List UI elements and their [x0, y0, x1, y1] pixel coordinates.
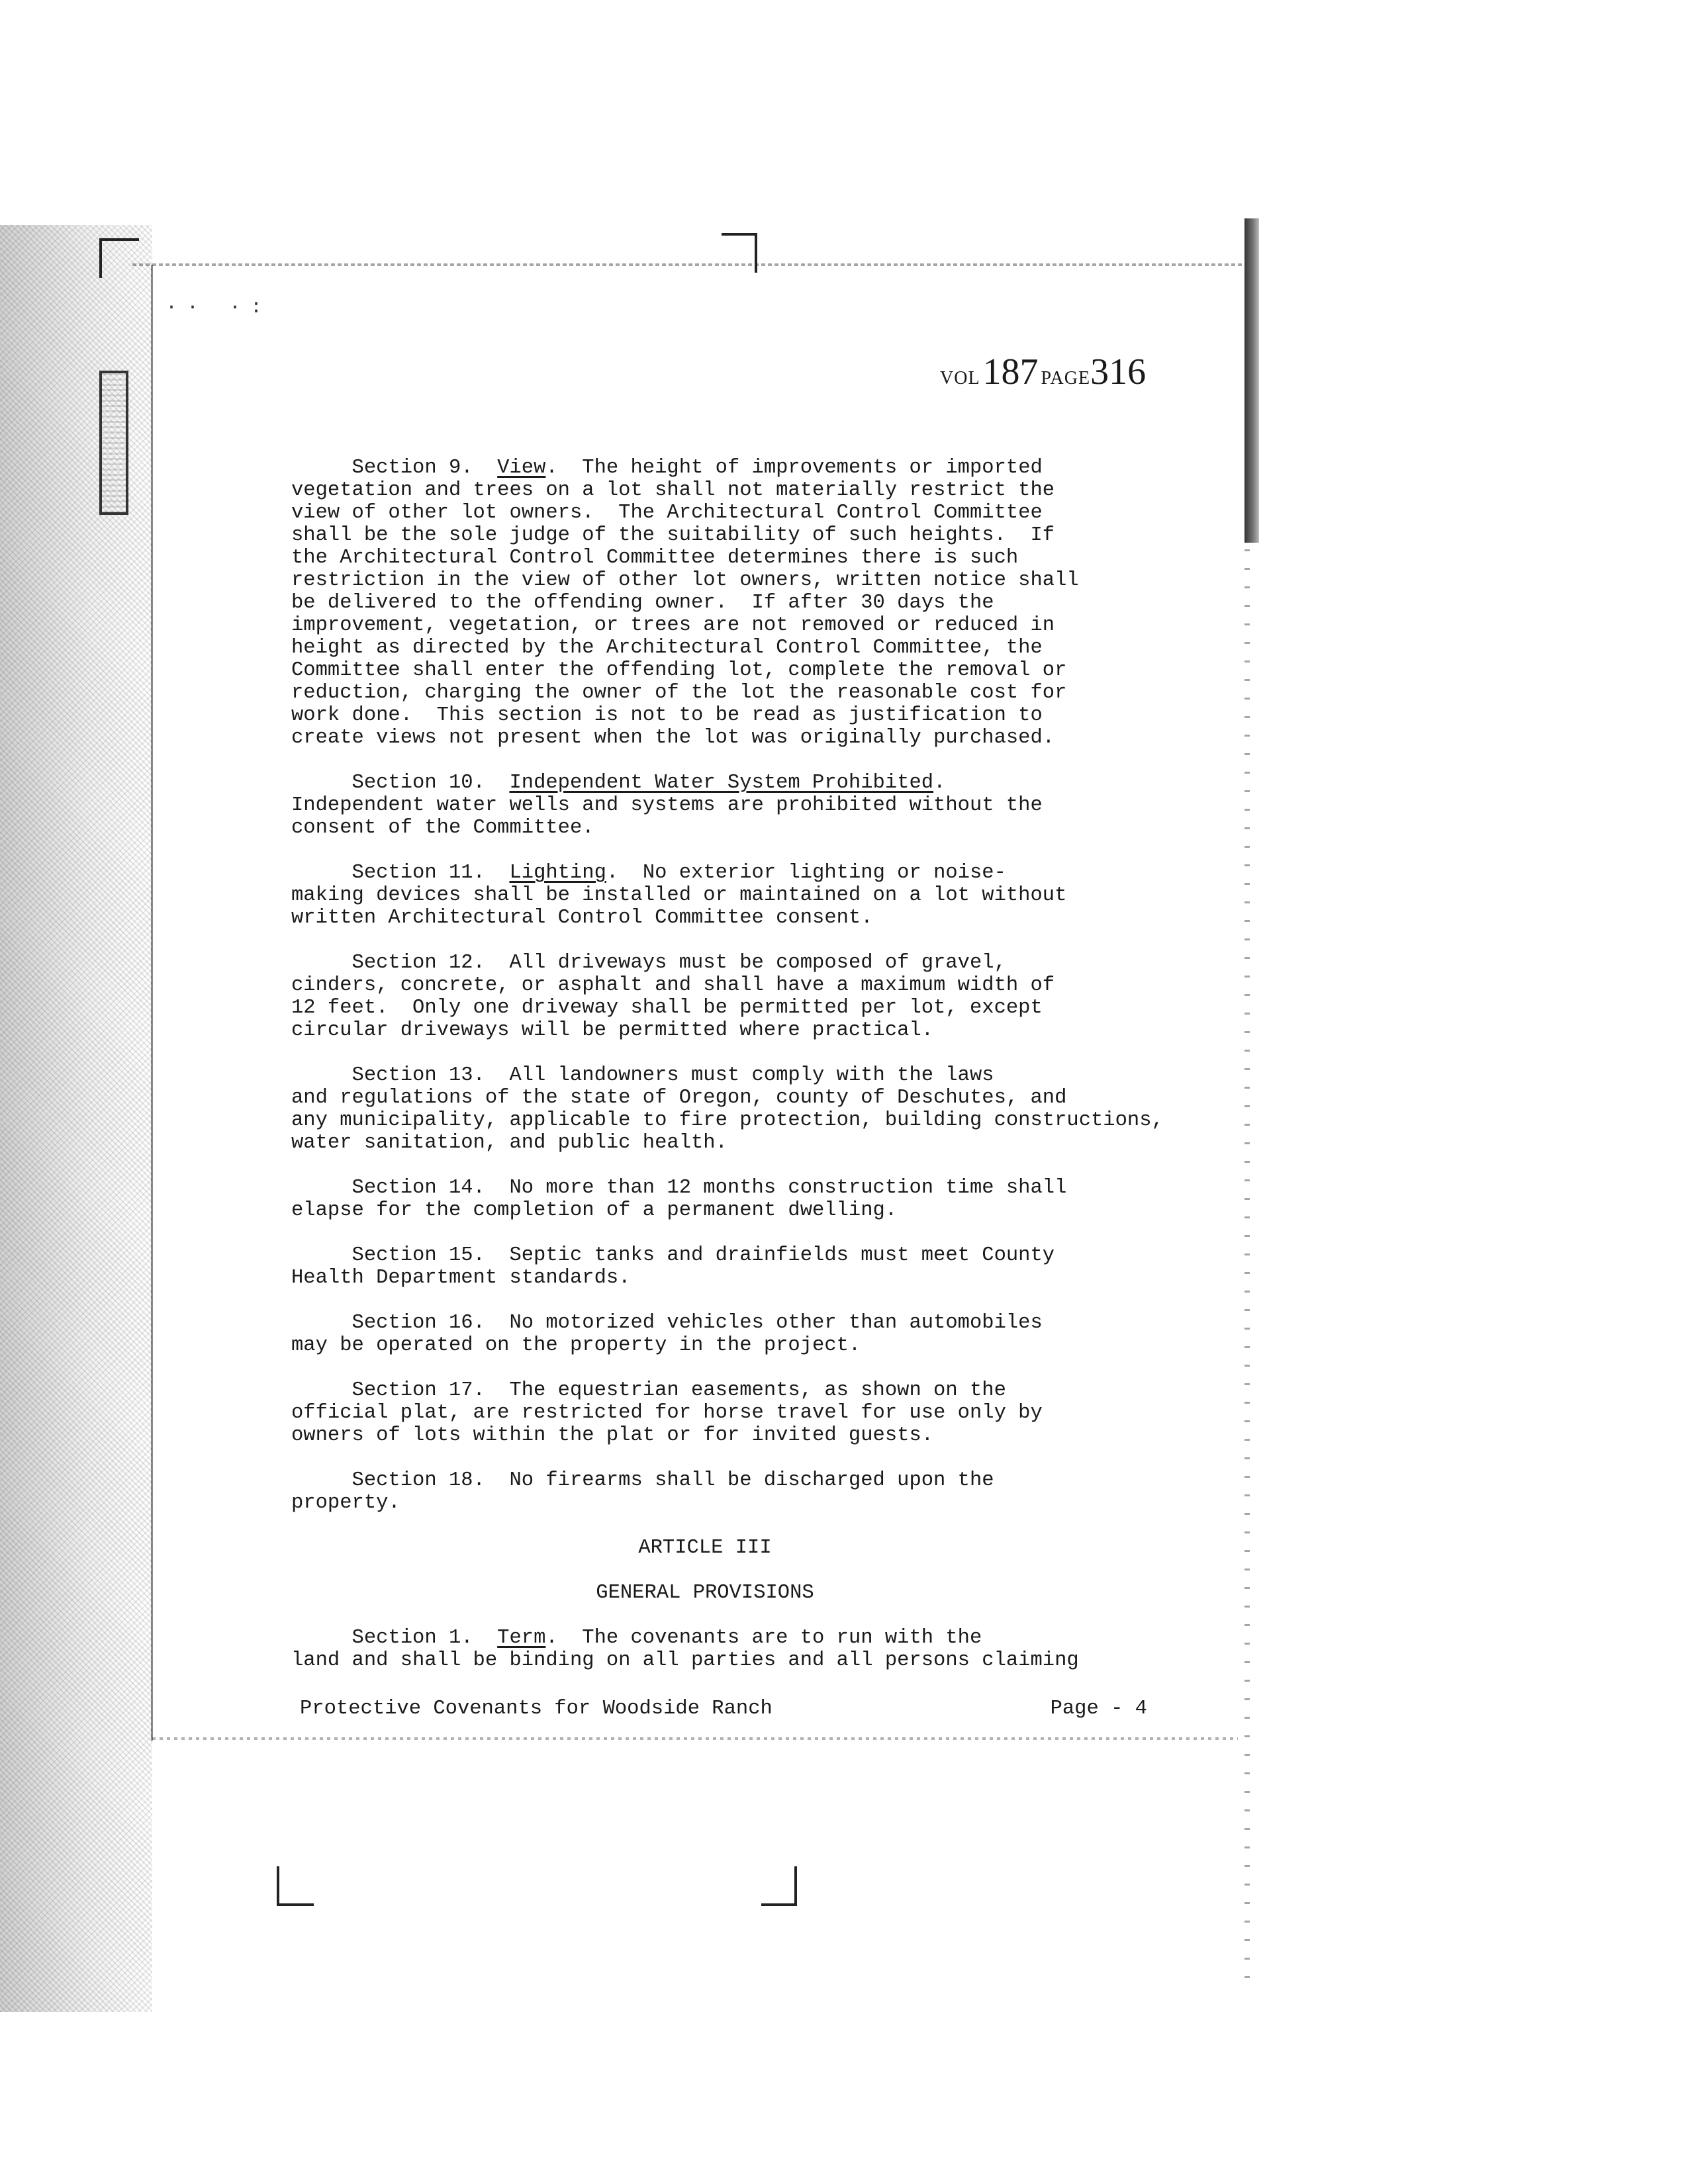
- text-run: 12 feet. Only one driveway shall be permitted per lot, except: [291, 997, 1043, 1019]
- section-9-line: [291, 614, 1244, 637]
- text-run: Section 18. No firearms shall be discharged upon the: [352, 1469, 994, 1492]
- crop-mark-bottom-left: [277, 1866, 314, 1906]
- section-12-line: [291, 1019, 1244, 1042]
- scan-binding-bar: [1244, 218, 1259, 543]
- footer-page-number: Page - 4: [1050, 1698, 1147, 1720]
- section-10-line: [291, 817, 1244, 839]
- text-run: Section 12. All driveways must be composed of gravel,: [352, 952, 1006, 974]
- vol-number: 187: [982, 351, 1039, 392]
- section-heading-underlined: Term: [497, 1627, 546, 1649]
- scan-side-box: [99, 371, 128, 515]
- text-run: circular driveways will be permitted where practical.: [291, 1019, 934, 1042]
- section-16-line: [291, 1334, 1244, 1357]
- section-9-line: [291, 637, 1244, 659]
- section-12: [291, 952, 1244, 1042]
- section-10: [291, 772, 1244, 839]
- section-13-line: [291, 1087, 1244, 1109]
- crop-mark-bottom-right: [761, 1866, 797, 1906]
- text-run: create views not present when the lot was originally purchased.: [291, 727, 1055, 749]
- section-12-line: [291, 974, 1244, 997]
- text-run: improvement, vegetation, or trees are not removed or reduced in: [291, 614, 1055, 637]
- text-run: Section 16. No motorized vehicles other than automobiles: [352, 1312, 1043, 1334]
- crop-mark-top-left: [99, 238, 139, 278]
- text-run: consent of the Committee.: [291, 817, 594, 839]
- text-run: Health Department standards.: [291, 1267, 631, 1289]
- footer-document-title: Protective Covenants for Woodside Ranch: [300, 1698, 773, 1720]
- text-run: elapse for the completion of a permanent dwelling.: [291, 1199, 898, 1222]
- section-18-line: [291, 1492, 1244, 1514]
- crop-mark-top-right: [722, 233, 757, 273]
- section-17-line: [291, 1379, 1244, 1402]
- scan-speckle: ·· ·:: [165, 296, 272, 319]
- text-run: Section 1.: [352, 1627, 498, 1649]
- section-11-line: [291, 907, 1244, 929]
- page-label: PAGE: [1041, 368, 1091, 388]
- text-run: restriction in the view of other lot owners, written notice shall: [291, 569, 1079, 592]
- article-sections-list: [291, 1627, 1244, 1672]
- section-10-line: [291, 772, 1244, 794]
- section-17-line: [291, 1424, 1244, 1447]
- text-run: Section 10.: [352, 772, 510, 794]
- section-12-line: [291, 952, 1244, 974]
- scan-top-edge: [132, 263, 1244, 266]
- section-heading-underlined: View: [497, 457, 546, 479]
- section-17: [291, 1379, 1244, 1447]
- section-9-line: [291, 659, 1244, 682]
- text-run: making devices shall be installed or maintained on a lot without: [291, 884, 1067, 907]
- scan-left-edge: [151, 265, 153, 1741]
- article-section-1-line: [291, 1649, 1244, 1672]
- section-heading-underlined: Independent Water System Prohibited: [509, 772, 934, 794]
- section-9-line: [291, 592, 1244, 614]
- section-15-line: [291, 1267, 1244, 1289]
- article-section-1-line: [291, 1627, 1244, 1649]
- text-run: height as directed by the Architectural Control Committee, the: [291, 637, 1043, 659]
- section-14-line: [291, 1177, 1244, 1199]
- recording-reference: [940, 351, 1146, 393]
- section-9-line: [291, 569, 1244, 592]
- section-9-line: [291, 502, 1244, 524]
- section-13-line: [291, 1109, 1244, 1132]
- text-run: Section 11.: [352, 862, 510, 884]
- text-run: work done. This section is not to be read as justification to: [291, 704, 1043, 727]
- text-run: and regulations of the state of Oregon, county of Deschutes, and: [291, 1087, 1067, 1109]
- section-11-line: [291, 862, 1244, 884]
- section-13: [291, 1064, 1244, 1154]
- text-run: view of other lot owners. The Architectural Control Committee: [291, 502, 1043, 524]
- section-15: [291, 1244, 1244, 1289]
- scan-edge-noise: [0, 225, 152, 2012]
- text-run: water sanitation, and public health.: [291, 1132, 727, 1154]
- text-run: may be operated on the property in the project.: [291, 1334, 861, 1357]
- section-15-line: [291, 1244, 1244, 1267]
- article-title: ARTICLE III: [638, 1537, 772, 1559]
- section-14-line: [291, 1199, 1244, 1222]
- page-footer: [300, 1698, 1147, 1720]
- text-run: .: [933, 772, 946, 794]
- text-run: land and shall be binding on all parties and all persons claiming: [291, 1649, 1079, 1672]
- section-13-line: [291, 1132, 1244, 1154]
- sections-list: [291, 457, 1244, 1514]
- text-run: any municipality, applicable to fire protection, building constructions,: [291, 1109, 1164, 1132]
- section-16-line: [291, 1312, 1244, 1334]
- section-heading-underlined: Lighting: [509, 862, 606, 884]
- section-9-line: [291, 457, 1244, 479]
- section-9-line: [291, 704, 1244, 727]
- text-run: shall be the sole judge of the suitability of such heights. If: [291, 524, 1055, 547]
- section-12-line: [291, 997, 1244, 1019]
- text-run: Section 13. All landowners must comply with the laws: [352, 1064, 994, 1087]
- text-run: Section 9.: [352, 457, 498, 479]
- section-9-line: [291, 524, 1244, 547]
- text-run: reduction, charging the owner of the lot the reasonable cost for: [291, 682, 1067, 704]
- text-run: . The covenants are to run with the: [545, 1627, 982, 1649]
- section-9-line: [291, 727, 1244, 749]
- text-run: be delivered to the offending owner. If after 30 days the: [291, 592, 994, 614]
- text-run: property.: [291, 1492, 400, 1514]
- text-run: Section 15. Septic tanks and drainfields must meet County: [352, 1244, 1055, 1267]
- text-run: cinders, concrete, or asphalt and shall have a maximum width of: [291, 974, 1055, 997]
- text-run: owners of lots within the plat or for invited guests.: [291, 1424, 934, 1447]
- text-run: Section 14. No more than 12 months construction time shall: [352, 1177, 1067, 1199]
- text-run: . The height of improvements or imported: [545, 457, 1043, 479]
- section-10-line: [291, 794, 1244, 817]
- section-18-line: [291, 1469, 1244, 1492]
- section-18: [291, 1469, 1244, 1514]
- section-9-line: [291, 682, 1244, 704]
- text-run: vegetation and trees on a lot shall not materially restrict the: [291, 479, 1055, 502]
- section-9-line: [291, 547, 1244, 569]
- text-run: Section 17. The equestrian easements, as shown on the: [352, 1379, 1006, 1402]
- section-9-line: [291, 479, 1244, 502]
- page-number: 316: [1090, 351, 1147, 392]
- section-16: [291, 1312, 1244, 1357]
- text-run: written Architectural Control Committee consent.: [291, 907, 873, 929]
- scan-bottom-edge: [152, 1737, 1238, 1740]
- section-14: [291, 1177, 1244, 1222]
- section-17-line: [291, 1402, 1244, 1424]
- text-run: Committee shall enter the offending lot, complete the removal or: [291, 659, 1067, 682]
- section-13-line: [291, 1064, 1244, 1087]
- article-subtitle: GENERAL PROVISIONS: [596, 1582, 814, 1604]
- article-section-1: [291, 1627, 1244, 1672]
- text-run: the Architectural Control Committee determines there is such: [291, 547, 1019, 569]
- text-run: official plat, are restricted for horse travel for use only by: [291, 1402, 1043, 1424]
- section-11: [291, 862, 1244, 929]
- section-9: [291, 457, 1244, 749]
- vol-label: VOL: [940, 368, 980, 388]
- text-run: . No exterior lighting or noise-: [606, 862, 1006, 884]
- scan-edge-ticks: [1244, 549, 1250, 1992]
- document-body: [291, 457, 1244, 1694]
- text-run: Independent water wells and systems are prohibited without the: [291, 794, 1043, 817]
- section-11-line: [291, 884, 1244, 907]
